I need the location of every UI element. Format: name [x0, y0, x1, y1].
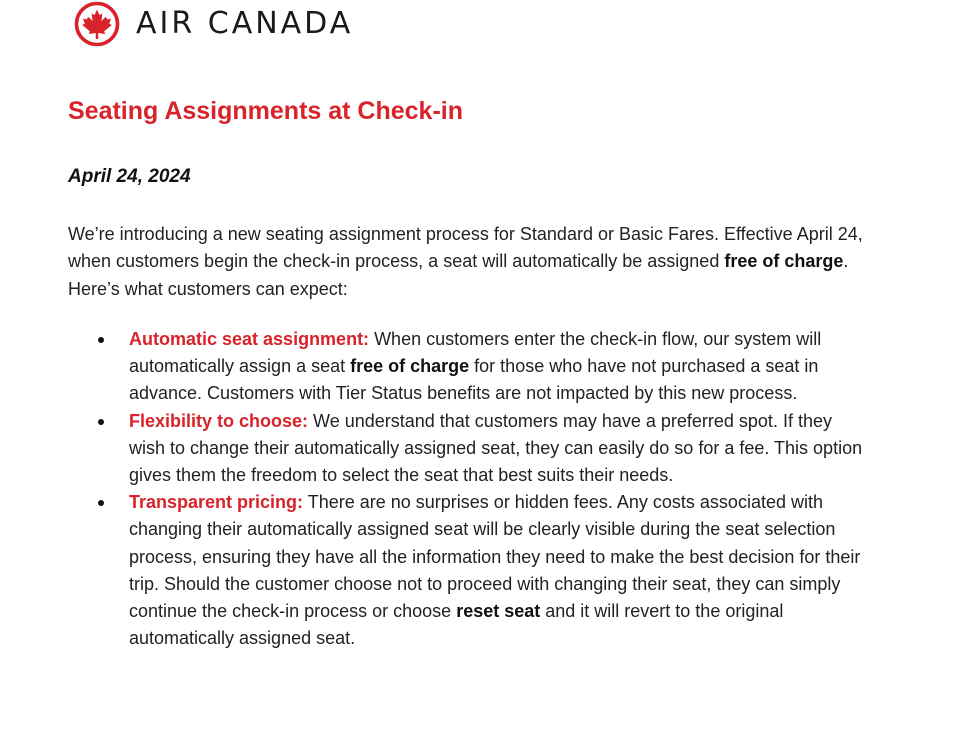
bullet-icon	[98, 419, 104, 425]
list-item-text-end: for those who have not purchased a seat in advance. Customers with Tier Status benefits are not impacted by this new process.	[129, 356, 819, 404]
intro-text-end: . Here’s what customers can expect:	[68, 251, 849, 299]
list-item-text: There are no surprises or hidden fees. Any costs associated with changing their automatically assigned seat will be clearly visible during the seat selection process, ensuring they have all the information they need to make the best decision for their trip. Should the customer choose not to proceed with changing their seat, they can simply continue the check-in process or choose	[129, 492, 861, 622]
brand-logo	[74, 2, 353, 46]
bullet-icon	[98, 500, 104, 506]
list-item-heading: Automatic seat assignment:	[129, 329, 370, 349]
list-item-transparent-pricing	[129, 489, 869, 652]
intro-paragraph	[68, 221, 868, 303]
brand-wordmark: AIR CANADA	[136, 6, 354, 41]
maple-leaf-roundel-icon	[74, 1, 120, 47]
bullet-icon	[98, 337, 104, 343]
list-item-bold-text: reset seat	[456, 601, 541, 622]
list-item-automatic-seat-assignment	[129, 326, 869, 408]
intro-text-start: We’re introducing a new seating assignment process for Standard or Basic Fares. Effective April 24, when customers begin the check-in process, a seat will automatically be assigned	[68, 224, 863, 272]
list-item-text: When customers enter the check-in flow, our system will automatically assign a seat	[129, 329, 822, 377]
page-title: Seating Assignments at Check-in	[68, 97, 463, 125]
expectations-list	[129, 326, 869, 652]
publication-date: April 24, 2024	[68, 166, 191, 187]
list-item-heading: Transparent pricing:	[129, 492, 304, 513]
intro-bold-text: free of charge	[724, 251, 844, 272]
list-item-text: We understand that customers may have a preferred spot. If they wish to change their automatically assigned seat, they can easily do so for a fee. This option gives them the freedom to select the seat that best suits their needs.	[129, 410, 863, 486]
list-item-bold-text: free of charge	[350, 356, 470, 377]
list-item-text-end: and it will revert to the original automatically assigned seat.	[129, 601, 784, 649]
list-item-heading: Flexibility to choose:	[129, 410, 309, 431]
list-item-flexibility-to-choose	[129, 408, 869, 490]
